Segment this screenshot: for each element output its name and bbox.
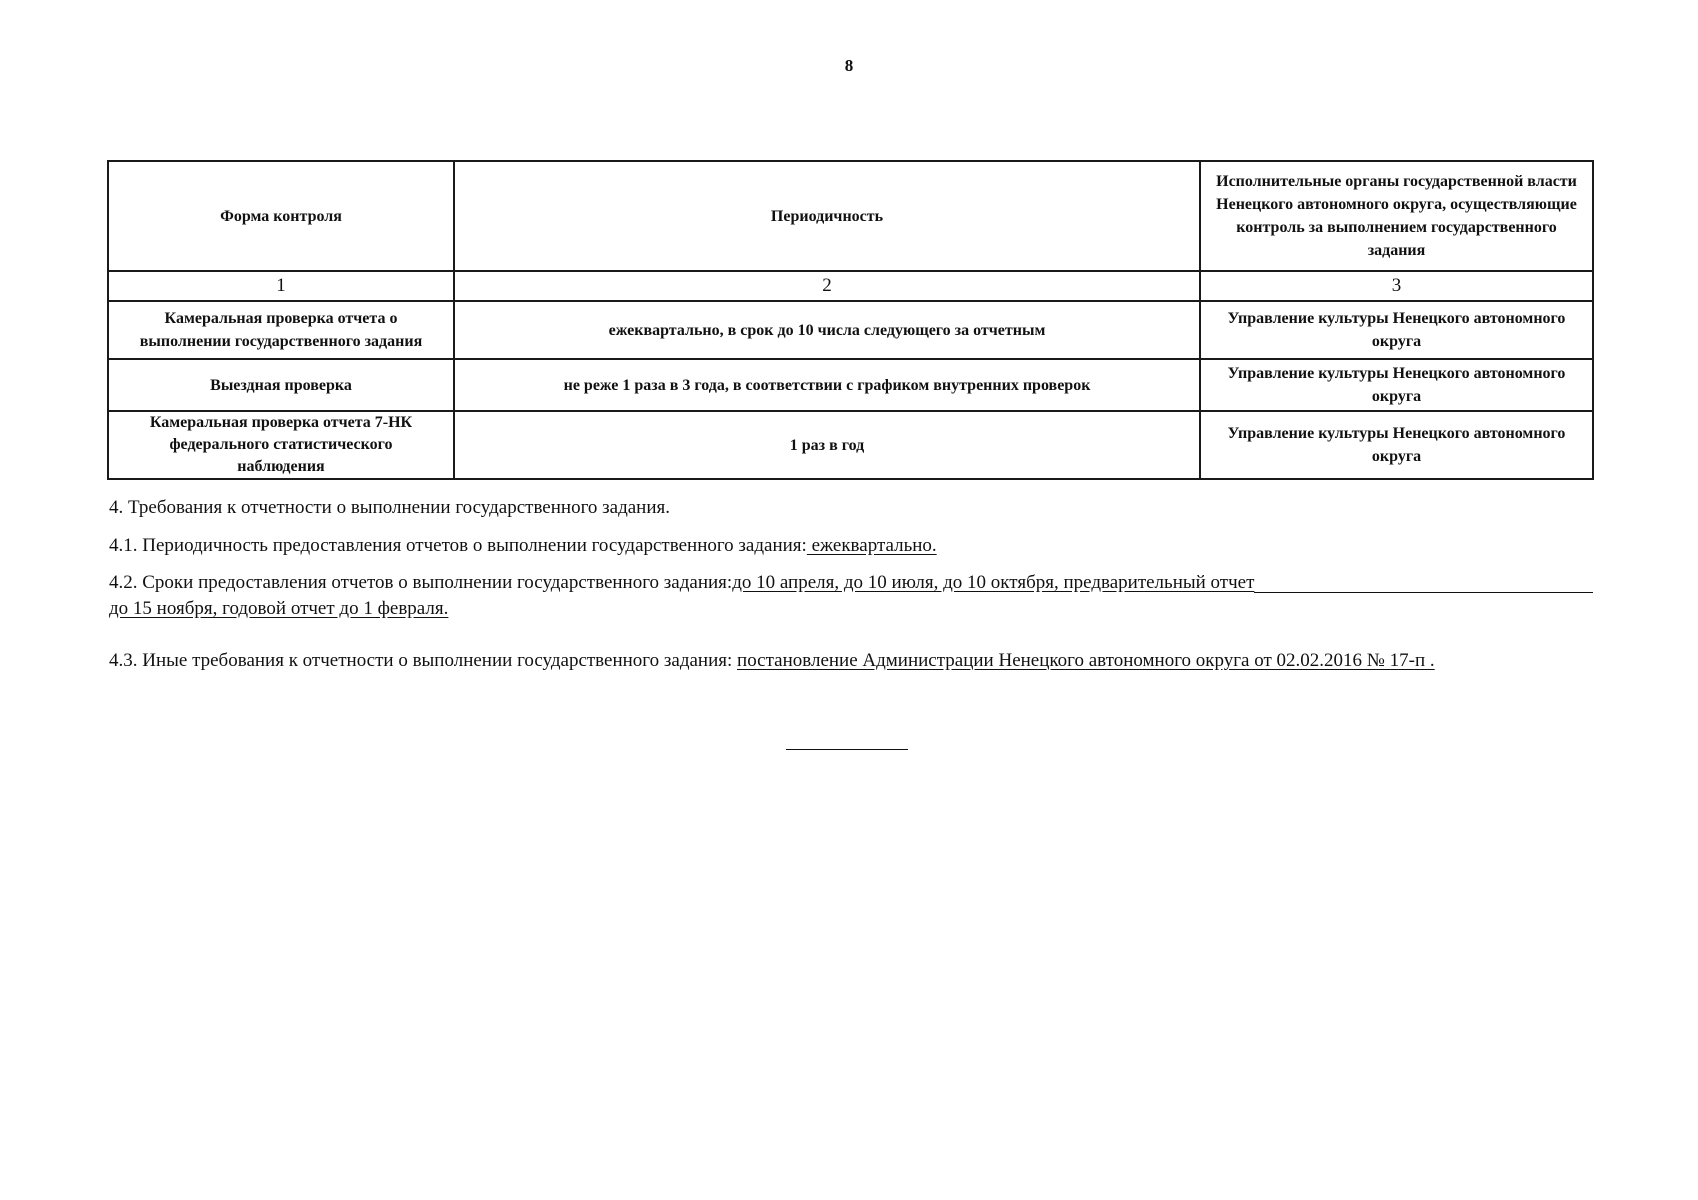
cell-authority: Управление культуры Ненецкого автономного округа [1200,411,1593,479]
paragraph-4-1-label: 4.1. Периодичность предоставления отчетов о выполнении государственного задания: [109,535,807,556]
paragraph-4-1 [109,533,1593,559]
paragraph-4-2-value-line2: до 15 ноября, годовой отчет до 1 февраля. [109,598,449,619]
table-row [108,411,1593,479]
column-number: 3 [1200,271,1593,301]
end-of-document-rule [786,749,908,750]
paragraph-4-2-value-line1: до 10 апреля, до 10 июля, до 10 октября, предварительный отчет [732,572,1255,593]
paragraph-4-3-value: постановление Администрации Ненецкого автономного округа от 02.02.2016 № 17-п . [737,650,1435,671]
paragraph-4-1-value: ежеквартально. [806,535,937,556]
cell-authority: Управление культуры Ненецкого автономного округа [1200,301,1593,359]
column-number: 2 [454,271,1200,301]
cell-frequency: 1 раз в год [454,411,1200,479]
cell-frequency: ежеквартально, в срок до 10 числа следующего за отчетным [454,301,1200,359]
table-row [108,301,1593,359]
header-authority: Исполнительные органы государственной власти Ненецкого автономного округа, осуществляющие контроль за выполнением государственного задания [1200,161,1593,271]
column-number: 1 [108,271,454,301]
control-table [107,160,1594,480]
column-number-row [108,271,1593,301]
cell-frequency: не реже 1 раза в 3 года, в соответствии с графиком внутренних проверок [454,359,1200,411]
header-form: Форма контроля [108,161,454,271]
paragraph-4-3-label: 4.3. Иные требования к отчетности о выполнении государственного задания: [109,650,738,671]
page-number: 8 [844,56,854,75]
section-4-title: 4. Требования к отчетности о выполнении государственного задания. [109,497,671,518]
header-frequency: Периодичность [454,161,1200,271]
cell-form: Выездная проверка [108,359,454,411]
table-row [108,359,1593,411]
paragraph-4-3 [109,648,1593,674]
cell-form: Камеральная проверка отчета о выполнении государственного задания [108,301,454,359]
cell-authority: Управление культуры Ненецкого автономного округа [1200,359,1593,411]
paragraph-4-2-label: 4.2. Сроки предоставления отчетов о выполнении государственного задания: [109,572,733,593]
underline-fill [1254,570,1593,593]
cell-form: Камеральная проверка отчета 7-НК федерального статистического наблюдения [108,411,454,479]
table-header-row [108,161,1593,271]
paragraph-4-2 [109,570,1593,622]
